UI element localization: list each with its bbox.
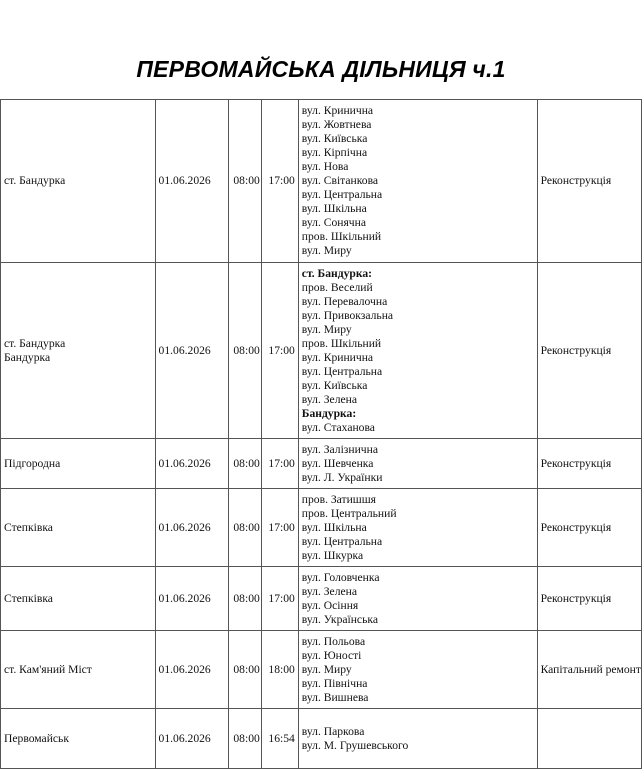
street-name: вул. Кринична	[301, 350, 374, 364]
place-name: ст. Бандурка	[4, 174, 66, 187]
table-row	[1, 439, 642, 489]
place-name: Підгородна	[4, 456, 61, 470]
street-name: пров. Затишшя	[301, 492, 376, 506]
street-name: вул. Київська	[301, 378, 368, 392]
end-time-cell: 17:00	[262, 567, 298, 631]
date-cell: 01.06.2026	[155, 100, 228, 263]
date-cell: 01.06.2026	[155, 567, 228, 631]
street-name: вул. Паркова	[301, 724, 365, 738]
schedule-table	[0, 99, 642, 769]
place-name: ст. Кам'яний Міст	[4, 662, 92, 676]
locality-heading: ст. Бандурка:	[301, 266, 372, 280]
street-name: вул. Польова	[301, 634, 366, 648]
place-cell	[1, 263, 156, 439]
start-time-cell: 08:00	[228, 631, 262, 709]
work-type-cell: Реконструкція	[537, 489, 641, 567]
table-row	[1, 100, 642, 263]
table-row	[1, 489, 642, 567]
date-cell: 01.06.2026	[155, 263, 228, 439]
street-name: вул. Кринична	[301, 104, 374, 117]
street-name: вул. Шкільна	[301, 520, 367, 534]
place-cell	[1, 631, 156, 709]
place-cell	[1, 567, 156, 631]
street-name: вул. Осіння	[301, 598, 359, 612]
street-name: вул. Стаханова	[301, 420, 375, 434]
work-type-cell: Реконструкція	[537, 263, 641, 439]
start-time-cell: 08:00	[228, 567, 262, 631]
end-time-cell: 17:00	[262, 100, 298, 263]
place-name: Степківка	[4, 591, 53, 605]
street-name: вул. Зелена	[301, 584, 357, 598]
place-name: Степківка	[4, 520, 53, 534]
start-time-cell: 08:00	[228, 100, 262, 263]
date-cell: 01.06.2026	[155, 489, 228, 567]
streets-cell	[298, 439, 537, 489]
street-name: вул. Перевалочна	[301, 294, 388, 308]
work-type-cell: Реконструкція	[537, 439, 641, 489]
street-name: пров. Шкільний	[301, 336, 382, 350]
end-time-cell: 17:00	[262, 489, 298, 567]
street-name: вул. М. Грушевського	[301, 738, 409, 752]
place-cell	[1, 439, 156, 489]
locality-heading: Бандурка:	[301, 406, 357, 420]
street-name: вул. Кірпічна	[301, 146, 368, 159]
streets-cell	[298, 100, 537, 263]
place-cell	[1, 709, 156, 769]
street-name: вул. Північна	[301, 676, 368, 690]
start-time-cell: 08:00	[228, 489, 262, 567]
date-cell: 01.06.2026	[155, 439, 228, 489]
work-type-cell: Капітальний ремонт	[537, 631, 641, 709]
street-name: вул. Центральна	[301, 188, 383, 201]
street-name: пров. Центральний	[301, 506, 397, 520]
street-name: вул. Миру	[301, 662, 352, 676]
start-time-cell: 08:00	[228, 439, 262, 489]
street-name: пров. Веселий	[301, 280, 373, 294]
street-name: вул. Юності	[301, 648, 362, 662]
work-type-cell	[537, 709, 641, 769]
street-name: вул. Центральна	[301, 364, 383, 378]
place-cell	[1, 100, 156, 263]
street-name: вул. Українська	[301, 612, 378, 626]
page-title: ПЕРВОМАЙСЬКА ДІЛЬНИЦЯ ч.1	[136, 56, 506, 82]
table-row	[1, 567, 642, 631]
work-type-cell: Реконструкція	[537, 567, 641, 631]
schedule-body	[1, 100, 642, 769]
table-row	[1, 709, 642, 769]
start-time-cell: 08:00	[228, 709, 262, 769]
place-name: Бандурка	[4, 350, 51, 364]
street-name: вул. Шкурка	[301, 548, 364, 562]
street-name: вул. Шевченка	[301, 456, 374, 470]
streets-cell	[298, 567, 537, 631]
street-name: вул. Миру	[301, 244, 352, 257]
street-name: вул. Привокзальна	[301, 308, 394, 322]
end-time-cell: 17:00	[262, 263, 298, 439]
place-name: ст. Бандурка	[4, 336, 66, 350]
street-name: вул. Миру	[301, 322, 352, 336]
street-name: вул. Головченка	[301, 570, 380, 584]
streets-cell	[298, 709, 537, 769]
date-cell: 01.06.2026	[155, 631, 228, 709]
end-time-cell: 17:00	[262, 439, 298, 489]
street-name: пров. Шкільний	[301, 230, 382, 243]
street-name: вул. Шкільна	[301, 202, 367, 215]
street-name: вул. Центральна	[301, 534, 383, 548]
date-cell: 01.06.2026	[155, 709, 228, 769]
streets-cell	[298, 489, 537, 567]
street-name: вул. Нова	[301, 160, 349, 173]
end-time-cell: 18:00	[262, 631, 298, 709]
street-name: вул. Сонячна	[301, 216, 366, 229]
place-name: Первомайськ	[4, 731, 69, 745]
street-name: вул. Л. Українки	[301, 470, 383, 484]
street-name: вул. Зелена	[301, 392, 357, 406]
street-name: вул. Київська	[301, 132, 368, 145]
streets-cell	[298, 631, 537, 709]
table-row	[1, 263, 642, 439]
street-name: вул. Світанкова	[301, 174, 379, 187]
work-type-cell: Реконструкція	[537, 100, 641, 263]
end-time-cell: 16:54	[262, 709, 298, 769]
place-cell	[1, 489, 156, 567]
table-row	[1, 631, 642, 709]
street-name: вул. Жовтнева	[301, 118, 372, 131]
street-name: вул. Залізнична	[301, 442, 378, 456]
streets-cell	[298, 263, 537, 439]
street-name: вул. Вишнева	[301, 690, 369, 704]
start-time-cell: 08:00	[228, 263, 262, 439]
